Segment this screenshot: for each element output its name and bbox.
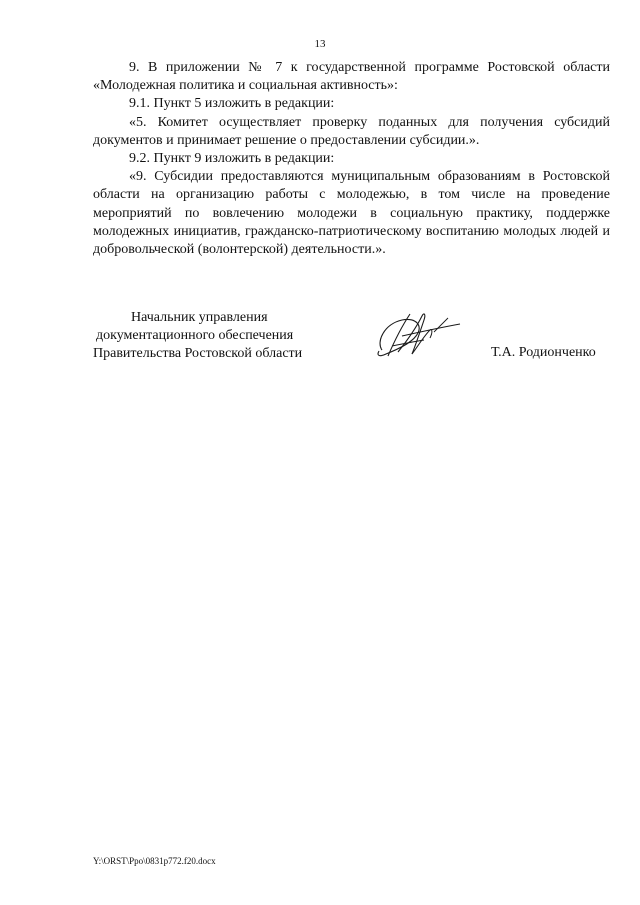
handwritten-signature bbox=[372, 306, 464, 366]
paragraph-item-9-1: 9.1. Пункт 5 изложить в редакции: bbox=[129, 96, 335, 112]
page-number: 13 bbox=[314, 38, 326, 50]
signatory-title-block bbox=[93, 309, 353, 363]
signatory-title-line: Начальник управления bbox=[131, 310, 268, 325]
paragraph-item-9-2: 9.2. Пункт 9 изложить в редакции: bbox=[129, 151, 335, 167]
paragraph-quote-5: «5. Комитет осуществляет проверку поданных для получения субсидий документов и принимает решение о предоставлении субсидии.». bbox=[93, 114, 610, 148]
paragraph-quote-9: «9. Субсидии предоставляются муниципальным образованиям в Ростовской области на организацию работы с молодежью, в том числе на проведение мероприятий по вовлечению молодежи в социальную практику, поддержке молодежных инициатив, гражданско-патриотическому воспитанию молодых людей и добровольческой (волонтерской) деятельности.». bbox=[93, 169, 610, 258]
signatory-title-line: документационного обеспечения bbox=[96, 328, 294, 343]
signatory-name: Т.А. Родионченко bbox=[491, 345, 596, 360]
paragraph-item-9: 9. В приложении № 7 к государственной программе Ростовской области «Молодежная политика и социальная активность»: bbox=[93, 60, 610, 94]
file-path-footer: Y:\ORST\Ppo\0831p772.f20.docx bbox=[93, 856, 216, 866]
signatory-title-line: Правительства Ростовской области bbox=[93, 346, 303, 361]
document-body bbox=[93, 59, 610, 259]
